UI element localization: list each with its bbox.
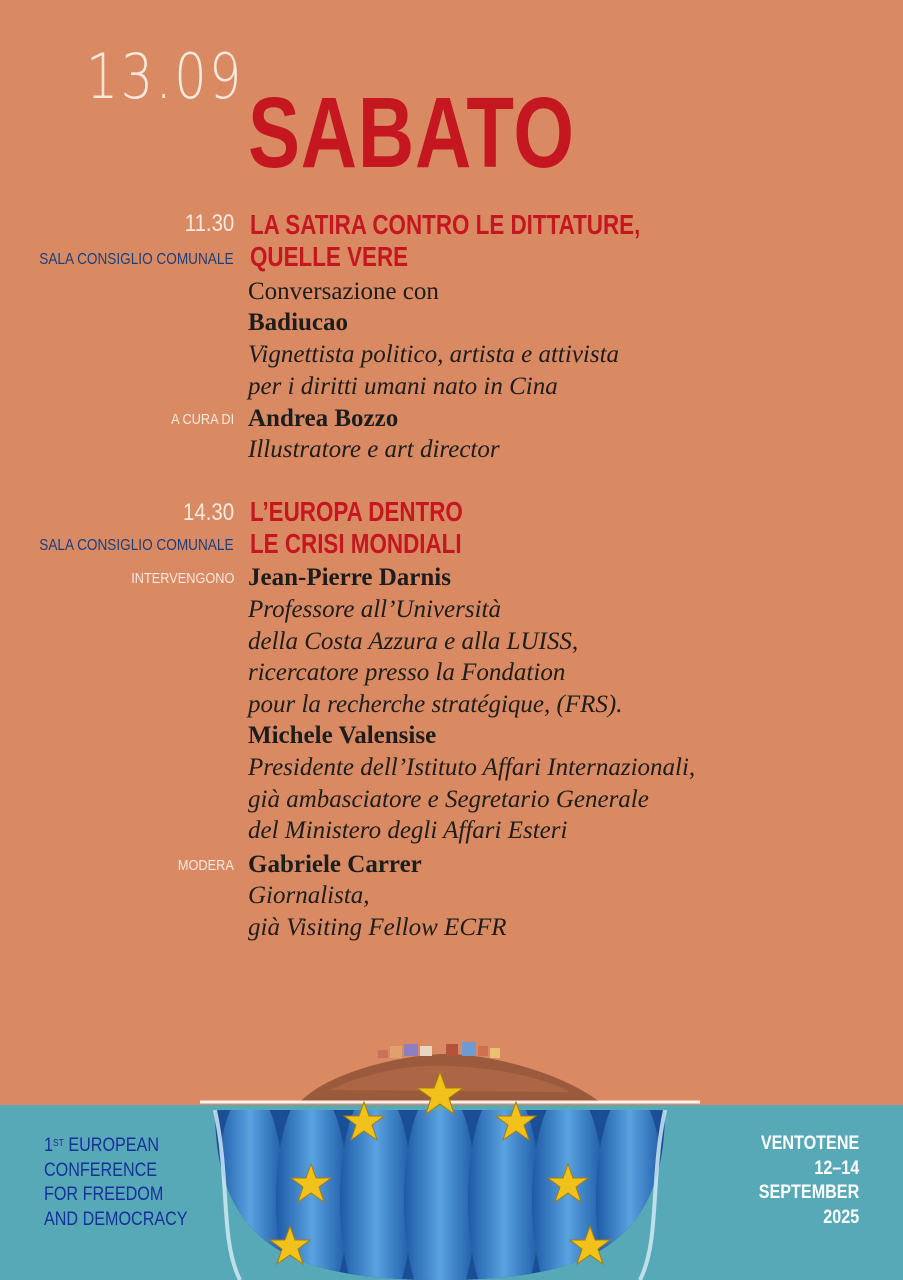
event2-title-line2: LE CRISI MONDIALI <box>250 528 462 559</box>
event1-intro: Conversazione con <box>248 278 439 305</box>
location-line-4: 2025 <box>823 1206 859 1228</box>
event2-speaker2-desc-1: Presidente dell’Istituto Affari Internazionali, <box>248 754 696 781</box>
event2-moderator-label: MODERA <box>178 857 234 874</box>
event1-curator-desc: Illustratore e art director <box>248 436 500 463</box>
event1-time: 11.30 <box>184 210 234 237</box>
location-dates <box>758 1132 859 1230</box>
event2-speaker2-desc-2: già ambasciatore e Segretario Generale <box>248 786 649 813</box>
conference-line-2: CONFERENCE <box>44 1159 158 1181</box>
event1-curator-label: A CURA DI <box>170 411 234 428</box>
event2-moderator-desc-1: Giornalista, <box>248 882 370 909</box>
conference-line-1: 1ST EUROPEAN <box>44 1135 159 1156</box>
event2-moderator-desc-2: già Visiting Fellow ECFR <box>248 914 507 941</box>
date: 13.09 <box>86 40 244 113</box>
event2-speaker2-name: Michele Valensise <box>248 722 437 749</box>
event2-speakers-label: INTERVENGONO <box>130 570 234 587</box>
event2-speaker1-desc-2: della Costa Azzura e alla LUISS, <box>248 628 579 655</box>
conference-line-4: AND DEMOCRACY <box>44 1208 188 1230</box>
event1-guest-name: Badiucao <box>248 309 349 336</box>
location-line-1: VENTOTENE <box>760 1133 859 1154</box>
event1-guest-desc-2: per i diritti umani nato in Cina <box>248 373 558 400</box>
event1-title-line1: LA SATIRA CONTRO LE DITTATURE, <box>250 209 641 240</box>
event1-venue: SALA CONSIGLIO COMUNALE <box>39 251 234 268</box>
event1-title-line2: QUELLE VERE <box>250 241 409 272</box>
event2-speaker1-desc-4: pour la recherche stratégique, (FRS). <box>248 691 623 718</box>
event2-venue: SALA CONSIGLIO COMUNALE <box>39 537 234 554</box>
location-line-2: 12–14 <box>814 1157 859 1179</box>
conference-title <box>44 1134 188 1232</box>
event2-speaker1-desc-1: Professore all’Università <box>248 596 501 623</box>
conference-line-3: FOR FREEDOM <box>44 1184 164 1205</box>
event2-time: 14.30 <box>182 499 234 526</box>
event2-title-line1: L’EUROPA DENTRO <box>250 496 463 527</box>
event1-guest-desc-1: Vignettista politico, artista e attivista <box>248 341 620 368</box>
day-title: SABATO <box>248 77 575 189</box>
event2-speaker1-desc-3: ricercatore presso la Fondation <box>248 659 566 686</box>
event2-speaker2-desc-3: del Ministero degli Affari Esteri <box>248 817 568 844</box>
event2-moderator-name: Gabriele Carrer <box>248 851 422 878</box>
event2-speaker1-name: Jean-Pierre Darnis <box>248 564 451 591</box>
location-line-3: SEPTEMBER <box>758 1182 859 1203</box>
event1-curator-name: Andrea Bozzo <box>248 405 399 432</box>
